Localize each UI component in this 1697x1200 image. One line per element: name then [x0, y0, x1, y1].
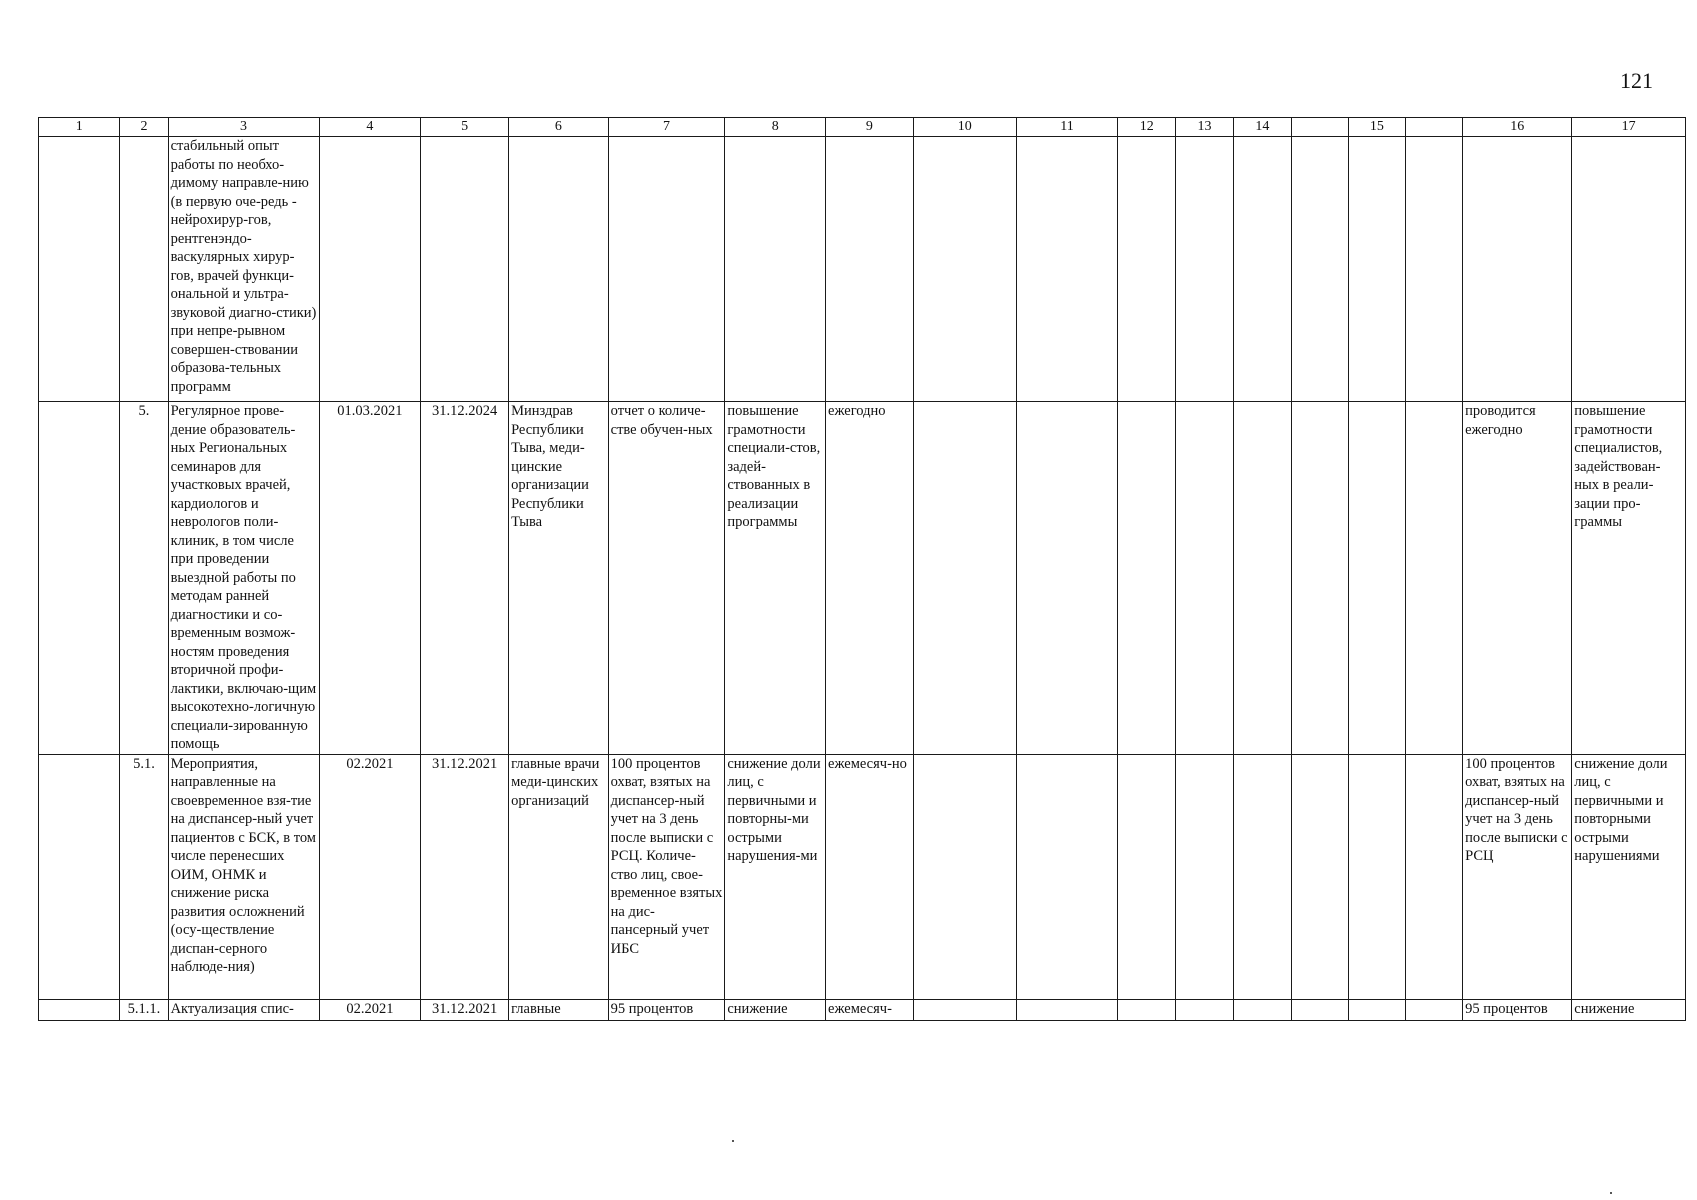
table-cell	[1118, 402, 1176, 755]
measure-name-cell: Мероприятия, направленные на своевременное взя-тие на диспансер-ный учет пациентов с БСК, в том числе перенесших ОИМ, ОНМК и снижение риска развития осложнений (осу-ществление диспан-серного наблюде-ния)	[168, 754, 319, 999]
row-number-cell: 5.1.1.	[120, 999, 168, 1020]
measure-name-cell: Регулярное прове-дение образователь-ных Региональных семинаров для участковых врачей, кардиологов и неврологов поли-клиник, в том числе при проведении выездной работы по методам ранней диагностики и со-временным возмож-ностям проведения вторичной профи-лактики, включаю-щим высокотехно-логичную специали-зированную помощь	[168, 402, 319, 755]
start-date-cell: 01.03.2021	[319, 402, 421, 755]
table-cell: снижение	[1572, 999, 1686, 1020]
table-cell: ежемесяч-но	[826, 754, 914, 999]
header-cell: 2	[120, 118, 168, 137]
table-cell	[1572, 137, 1686, 402]
row-number-cell: 5.1.	[120, 754, 168, 999]
header-cell: 3	[168, 118, 319, 137]
table-cell	[1016, 999, 1118, 1020]
table-row	[39, 754, 1686, 999]
responsible-cell: главные	[509, 999, 609, 1020]
table-cell	[1406, 402, 1463, 755]
table-cell	[913, 999, 1016, 1020]
header-cell: 15	[1348, 118, 1406, 137]
table-cell	[725, 137, 826, 402]
table-cell	[1176, 754, 1234, 999]
scan-speck	[732, 1140, 734, 1142]
header-cell	[1291, 118, 1348, 137]
header-cell: 5	[421, 118, 509, 137]
table-cell	[1463, 137, 1572, 402]
header-cell: 11	[1016, 118, 1118, 137]
start-date-cell	[319, 137, 421, 402]
row-number-cell	[120, 137, 168, 402]
table-cell	[1176, 999, 1234, 1020]
start-date-cell: 02.2021	[319, 754, 421, 999]
table-cell	[913, 754, 1016, 999]
table-cell: 95 процентов	[1463, 999, 1572, 1020]
table-cell	[913, 402, 1016, 755]
table-cell: снижение доли лиц, с первичными и повторны-ми острыми нарушения-ми	[725, 754, 826, 999]
table-cell	[608, 137, 725, 402]
table-cell	[1016, 754, 1118, 999]
table-cell	[1348, 999, 1406, 1020]
start-date-cell: 02.2021	[319, 999, 421, 1020]
table-cell	[1118, 137, 1176, 402]
measures-table	[38, 117, 1686, 1021]
table-cell	[913, 137, 1016, 402]
header-cell: 17	[1572, 118, 1686, 137]
table-cell: 95 процентов	[608, 999, 725, 1020]
table-cell	[1348, 402, 1406, 755]
header-cell: 6	[509, 118, 609, 137]
table-cell	[1406, 999, 1463, 1020]
table-row	[39, 999, 1686, 1020]
scan-speck	[1610, 1192, 1612, 1194]
table-cell	[1176, 402, 1234, 755]
table-cell	[1291, 402, 1348, 755]
table-cell: 100 процентов охват, взятых на диспансер-ный учет на 3 день после выписки с РСЦ	[1463, 754, 1572, 999]
table-cell: проводится ежегодно	[1463, 402, 1572, 755]
responsible-cell: главные врачи меди-цинских организаций	[509, 754, 609, 999]
table-cell	[1291, 754, 1348, 999]
table-cell	[1233, 137, 1291, 402]
table-row	[39, 402, 1686, 755]
header-cell: 14	[1233, 118, 1291, 137]
header-cell: 4	[319, 118, 421, 137]
table-cell	[1118, 754, 1176, 999]
end-date-cell: 31.12.2024	[421, 402, 509, 755]
end-date-cell: 31.12.2021	[421, 999, 509, 1020]
table-cell	[1291, 999, 1348, 1020]
table-cell: отчет о количе-стве обучен-ных	[608, 402, 725, 755]
table-cell	[39, 137, 120, 402]
header-cell: 9	[826, 118, 914, 137]
table-cell	[39, 402, 120, 755]
responsible-cell	[509, 137, 609, 402]
table-cell: снижение	[725, 999, 826, 1020]
table-cell	[1348, 754, 1406, 999]
measure-name-cell: Актуализация спис-	[168, 999, 319, 1020]
header-cell	[1406, 118, 1463, 137]
measure-name-cell: стабильный опыт работы по необхо-димому направле-нию (в первую оче-редь - нейрохирур-гов, рентгенэндо-васкулярных хирур-гов, врачей функци-ональной и ультра-звуковой диагно-стики) при непре-рывном совершен-ствовании образова-тельных программ	[168, 137, 319, 402]
table-cell	[1233, 402, 1291, 755]
header-cell: 10	[913, 118, 1016, 137]
table-cell	[1176, 137, 1234, 402]
column-number-row	[39, 118, 1686, 137]
end-date-cell	[421, 137, 509, 402]
table-cell	[1233, 754, 1291, 999]
header-cell: 7	[608, 118, 725, 137]
table-cell: снижение доли лиц, с первичными и повторными острыми нарушениями	[1572, 754, 1686, 999]
header-cell: 1	[39, 118, 120, 137]
table-cell	[1406, 137, 1463, 402]
table-cell	[826, 137, 914, 402]
row-number-cell: 5.	[120, 402, 168, 755]
table-cell	[1406, 754, 1463, 999]
table-cell: ежемесяч-	[826, 999, 914, 1020]
table-cell	[39, 999, 120, 1020]
header-cell: 12	[1118, 118, 1176, 137]
table-cell	[1233, 999, 1291, 1020]
page-number: 121	[1620, 68, 1653, 93]
table-cell	[1016, 402, 1118, 755]
table-cell: ежегодно	[826, 402, 914, 755]
table-cell	[1016, 137, 1118, 402]
header-cell: 16	[1463, 118, 1572, 137]
table-cell	[1291, 137, 1348, 402]
header-cell: 8	[725, 118, 826, 137]
table-cell	[1118, 999, 1176, 1020]
table-cell	[39, 754, 120, 999]
end-date-cell: 31.12.2021	[421, 754, 509, 999]
table-cell: 100 процентов охват, взятых на диспансер-ный учет на 3 день после выписки с РСЦ. Количе-ство лиц, свое-временное взятых на дис-пансерный учет ИБС	[608, 754, 725, 999]
table-cell	[1348, 137, 1406, 402]
header-cell: 13	[1176, 118, 1234, 137]
table-cell: повышение грамотности специали-стов, задей-ствованных в реализации программы	[725, 402, 826, 755]
table-row	[39, 137, 1686, 402]
responsible-cell: Минздрав Республики Тыва, меди-цинские организации Республики Тыва	[509, 402, 609, 755]
table-cell: повышение грамотности специалистов, задействован-ных в реали-зации про-граммы	[1572, 402, 1686, 755]
